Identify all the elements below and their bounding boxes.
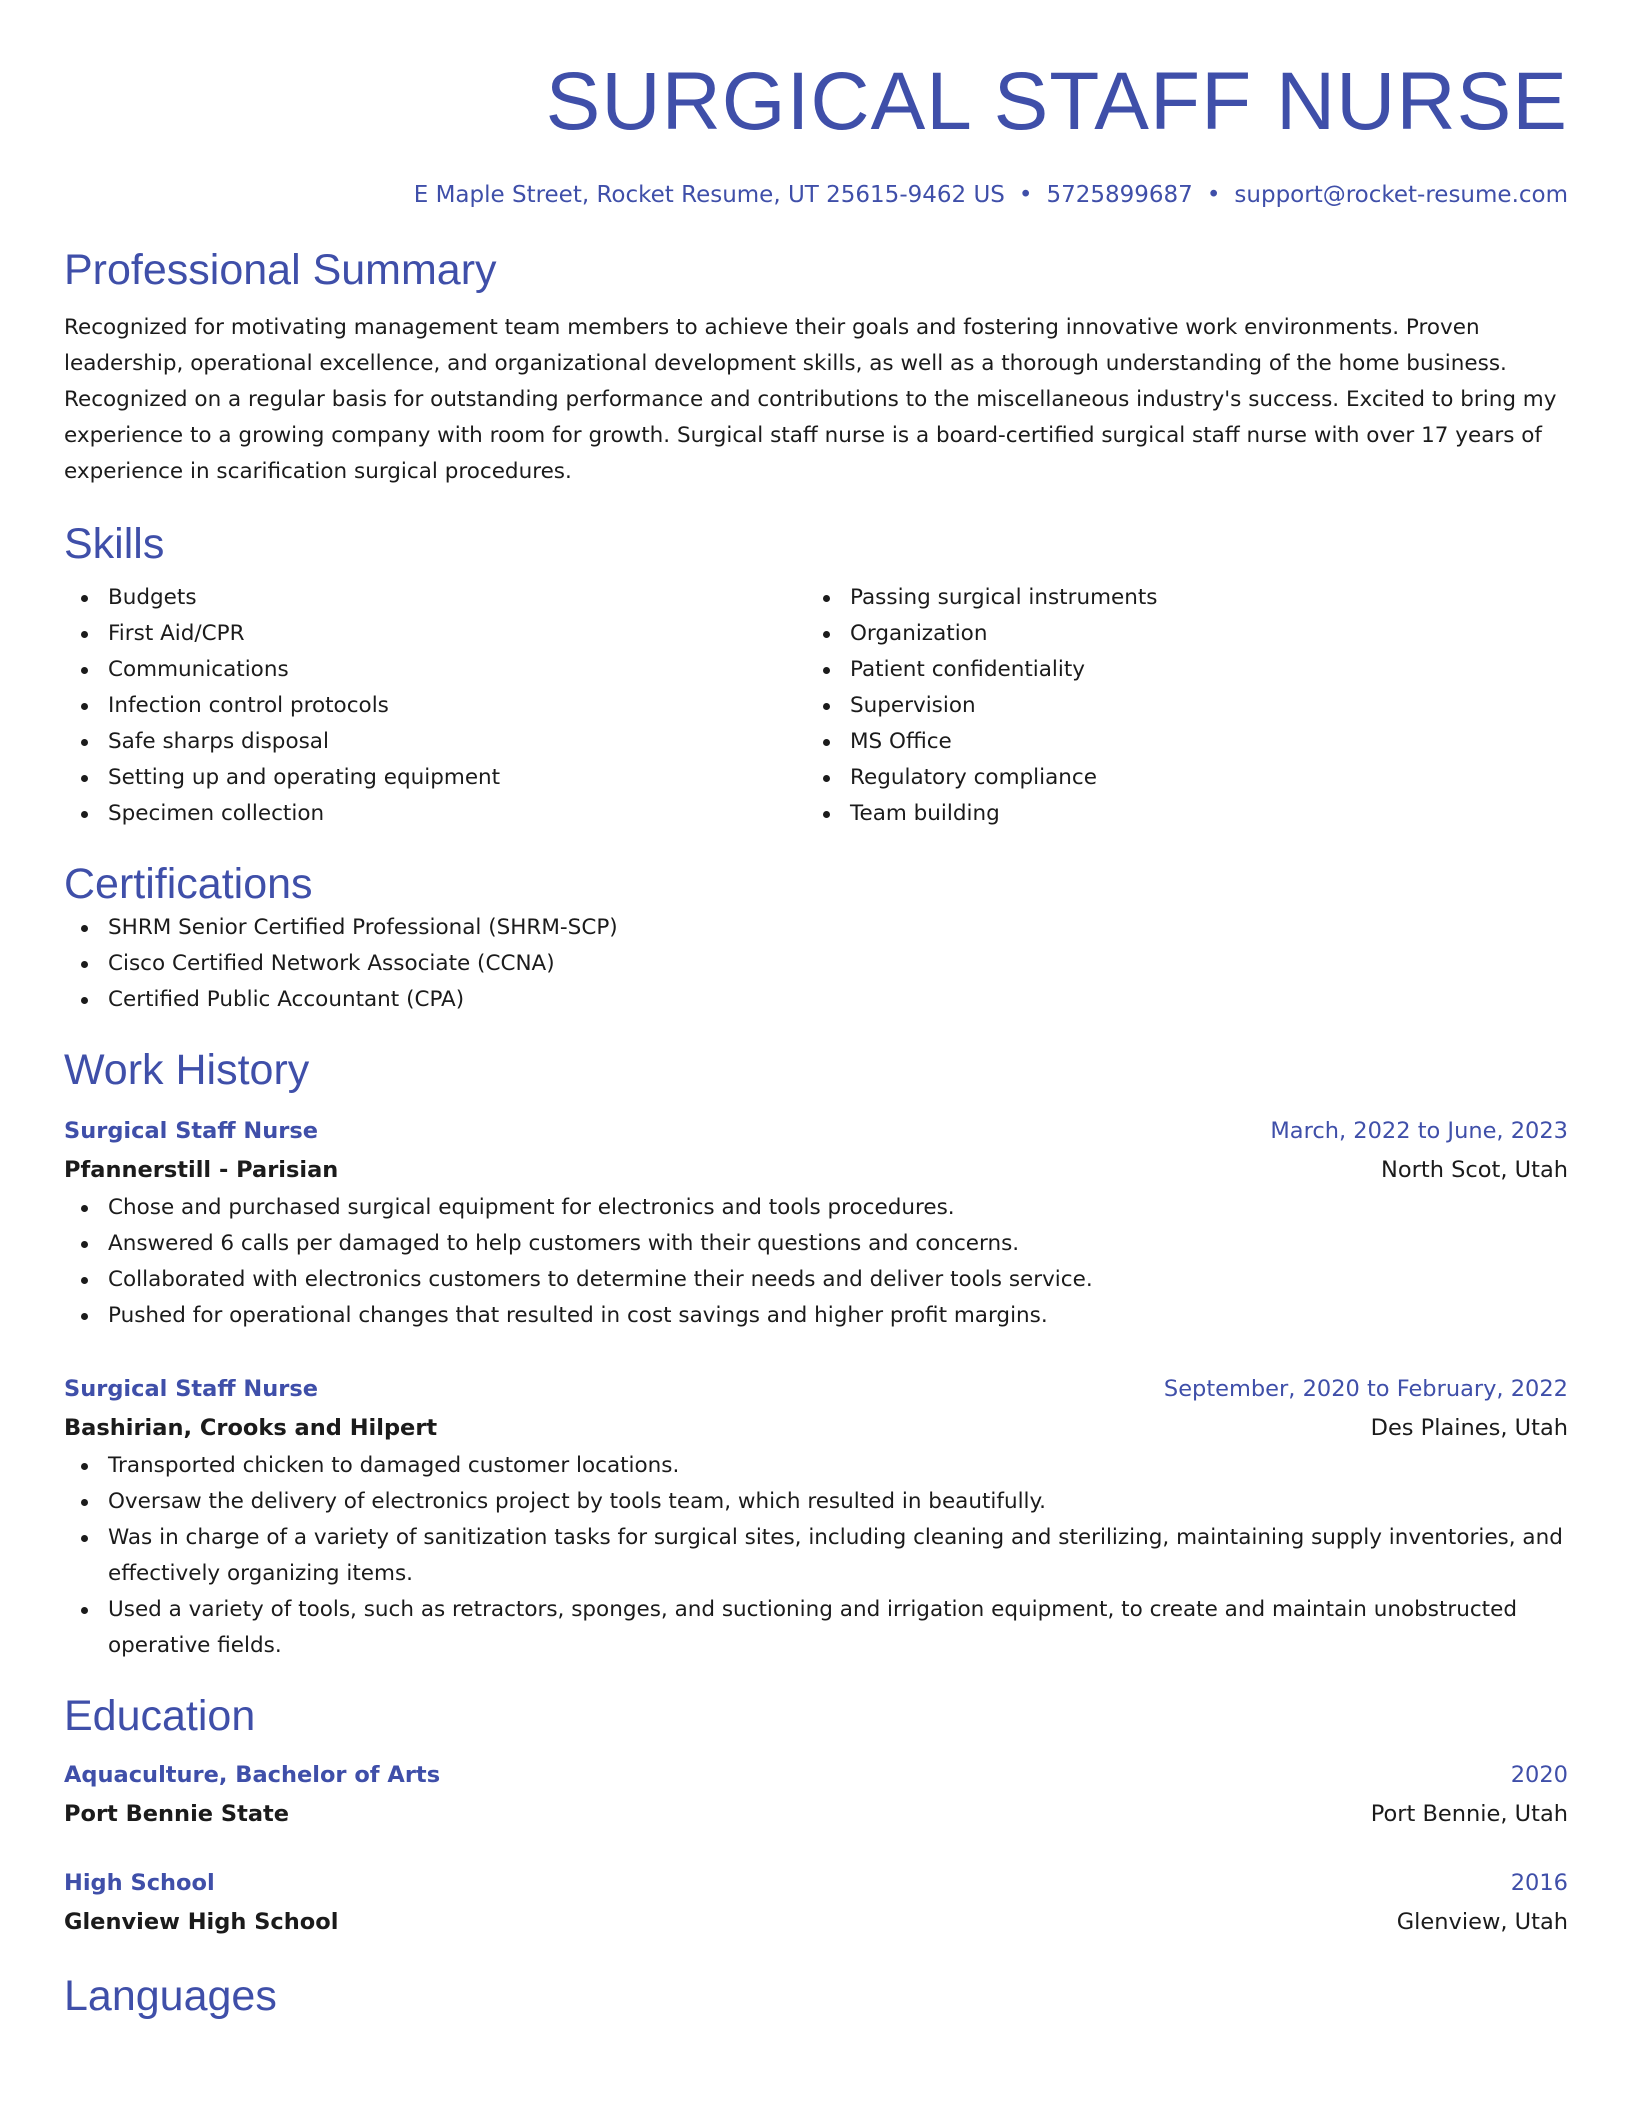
job-title: Surgical Staff Nurse (64, 1376, 319, 1402)
skill-item: Budgets (64, 580, 806, 616)
skill-item: Safe sharps disposal (64, 724, 806, 760)
job-bullets (64, 1190, 1568, 1334)
job-bullets (64, 1448, 1568, 1664)
section-education (64, 1690, 1568, 1942)
job-header-row (64, 1370, 1568, 1408)
contact-line (64, 180, 1568, 210)
job-company: Bashirian, Crooks and Hilpert (64, 1415, 438, 1441)
job-bullet: Answered 6 calls per damaged to help customers with their questions and concerns. (64, 1226, 1568, 1262)
job-dates: March, 2022 to June, 2023 (1270, 1118, 1568, 1144)
education-degree: Aquaculture, Bachelor of Arts (64, 1762, 441, 1788)
summary-text: Recognized for motivating management team members to achieve their goals and fostering innovative work environments. Proven leadership, operational excellence, and organizational development skills, as well as a thorough understanding of the home business. Recognized on a regular basis for outstanding performance and contributions to the miscellaneous industry's success. Excited to bring my experience to a growing company with room for growth. Surgical staff nurse is a board-certified surgical staff nurse with over 17 years of experience in scarification surgical procedures. (64, 315, 1557, 484)
job-bullet: Chose and purchased surgical equipment for electronics and tools procedures. (64, 1190, 1568, 1226)
skills-list-right (806, 580, 1548, 832)
education-school-row (64, 1794, 1568, 1834)
skill-item: Team building (806, 796, 1548, 832)
job-bullet: Was in charge of a variety of sanitization tasks for surgical sites, including cleaning and sterilizing, maintaining supply inventories, and effectively organizing items. (64, 1520, 1568, 1592)
job-location: Des Plaines, Utah (1370, 1415, 1568, 1441)
section-title: Languages (64, 1972, 277, 2020)
skill-item: Supervision (806, 688, 1548, 724)
contact-email: support@rocket-resume.com (1234, 182, 1568, 208)
skills-column-left (64, 580, 806, 832)
job-header-row (64, 1112, 1568, 1150)
skill-item: Passing surgical instruments (806, 580, 1548, 616)
section-work-history (64, 1044, 1568, 1664)
contact-separator: • (1018, 182, 1033, 208)
education-degree: High School (64, 1870, 215, 1896)
skill-item: Specimen collection (64, 796, 806, 832)
section-certifications (64, 858, 1568, 1018)
education-location: Glenview, Utah (1396, 1909, 1568, 1935)
skills-column-right (806, 580, 1548, 832)
job-title: Surgical Staff Nurse (64, 1118, 319, 1144)
skills-list-left (64, 580, 806, 832)
education-location: Port Bennie, Utah (1370, 1801, 1568, 1827)
contact-address: E Maple Street, Rocket Resume, UT 25615-9462 US (413, 182, 1005, 208)
section-languages (64, 1970, 1568, 2022)
job-company-row (64, 1408, 1568, 1448)
education-year: 2020 (1510, 1762, 1568, 1788)
section-title: Professional Summary (64, 246, 497, 294)
job-company: Pfannerstill - Parisian (64, 1157, 339, 1183)
education-school-row (64, 1902, 1568, 1942)
section-title: Work History (64, 1046, 310, 1094)
job-dates: September, 2020 to February, 2022 (1163, 1376, 1568, 1402)
section-title: Certifications (64, 860, 313, 908)
job-bullet: Collaborated with electronics customers to determine their needs and deliver tools service. (64, 1262, 1568, 1298)
job-bullet: Pushed for operational changes that resulted in cost savings and higher profit margins. (64, 1298, 1568, 1334)
job-bullet: Oversaw the delivery of electronics project by tools team, which resulted in beautifully. (64, 1484, 1568, 1520)
education-entry (64, 1756, 1568, 1834)
skill-item: Regulatory compliance (806, 760, 1548, 796)
job-company-row (64, 1150, 1568, 1190)
education-entry (64, 1864, 1568, 1942)
skill-item: Communications (64, 652, 806, 688)
skill-item: MS Office (806, 724, 1548, 760)
education-header-row (64, 1756, 1568, 1794)
skill-item: Patient confidentiality (806, 652, 1548, 688)
skill-item: First Aid/CPR (64, 616, 806, 652)
certification-item: Cisco Certified Network Associate (CCNA) (64, 946, 1568, 982)
education-school: Glenview High School (64, 1909, 339, 1935)
section-title: Skills (64, 520, 165, 568)
job-bullet: Used a variety of tools, such as retractors, sponges, and suctioning and irrigation equipment, to create and maintain unobstructed operative fields. (64, 1592, 1568, 1664)
certification-item: Certified Public Accountant (CPA) (64, 982, 1568, 1018)
skills-grid (64, 580, 1568, 832)
job-entry (64, 1112, 1568, 1334)
certifications-list (64, 910, 1568, 1018)
resume-name: SURGICAL STAFF NURSE (545, 56, 1568, 147)
section-professional-summary (64, 244, 1568, 490)
job-entry (64, 1370, 1568, 1664)
education-year: 2016 (1510, 1870, 1568, 1896)
contact-separator: • (1206, 182, 1221, 208)
section-skills (64, 518, 1568, 832)
certification-item: SHRM Senior Certified Professional (SHRM-SCP) (64, 910, 1568, 946)
section-title: Education (64, 1692, 256, 1740)
skill-item: Infection control protocols (64, 688, 806, 724)
job-location: North Scot, Utah (1381, 1157, 1568, 1183)
skill-item: Setting up and operating equipment (64, 760, 806, 796)
resume-header (64, 56, 1568, 210)
education-school: Port Bennie State (64, 1801, 290, 1827)
education-header-row (64, 1864, 1568, 1902)
skill-item: Organization (806, 616, 1548, 652)
contact-phone: 5725899687 (1046, 182, 1193, 208)
job-bullet: Transported chicken to damaged customer locations. (64, 1448, 1568, 1484)
